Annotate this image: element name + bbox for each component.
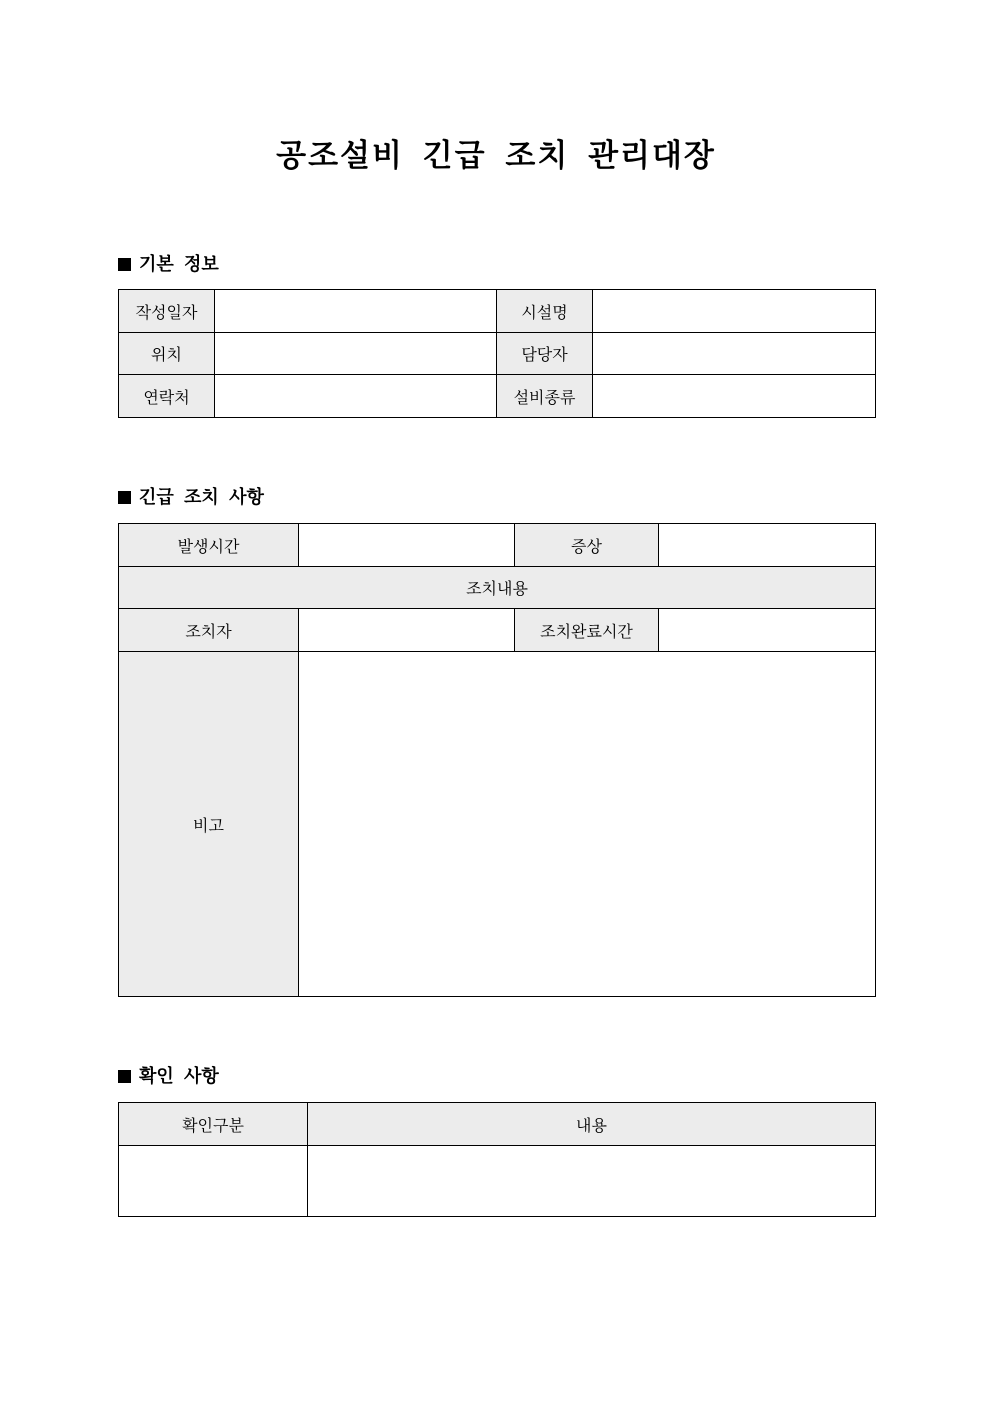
emergency-heading xyxy=(118,486,264,510)
table-row xyxy=(119,375,876,418)
equipment-type-label: 설비종류 xyxy=(497,375,593,418)
manager-field[interactable] xyxy=(593,333,876,375)
operator-field[interactable] xyxy=(299,609,515,652)
basic-info-heading-text: 기본 정보 xyxy=(139,254,219,275)
action-content-label: 조치내용 xyxy=(119,567,876,609)
written-date-field[interactable] xyxy=(215,290,497,333)
square-bullet-icon xyxy=(118,1070,131,1083)
contact-field[interactable] xyxy=(215,375,497,418)
confirmation-table xyxy=(118,1102,876,1217)
table-row xyxy=(119,1103,876,1146)
table-row xyxy=(119,652,876,997)
basic-info-heading xyxy=(118,253,219,277)
table-row xyxy=(119,609,876,652)
emergency-table xyxy=(118,523,876,997)
confirmation-heading xyxy=(118,1065,219,1089)
symptom-label: 증상 xyxy=(515,524,659,567)
confirmation-category-field[interactable] xyxy=(119,1146,308,1217)
emergency-heading-text: 긴급 조치 사항 xyxy=(139,487,264,508)
symptom-field[interactable] xyxy=(659,524,876,567)
confirmation-heading-text: 확인 사항 xyxy=(139,1066,219,1087)
operator-label: 조치자 xyxy=(119,609,299,652)
facility-name-field[interactable] xyxy=(593,290,876,333)
confirmation-category-label: 확인구분 xyxy=(119,1103,308,1146)
occurrence-time-field[interactable] xyxy=(299,524,515,567)
table-row xyxy=(119,524,876,567)
written-date-label: 작성일자 xyxy=(119,290,215,333)
square-bullet-icon xyxy=(118,258,131,271)
location-label: 위치 xyxy=(119,333,215,375)
square-bullet-icon xyxy=(118,491,131,504)
completion-time-label: 조치완료시간 xyxy=(515,609,659,652)
equipment-type-field[interactable] xyxy=(593,375,876,418)
remarks-field[interactable] xyxy=(299,652,876,997)
location-field[interactable] xyxy=(215,333,497,375)
table-row xyxy=(119,290,876,333)
table-row xyxy=(119,333,876,375)
page-title: 공조설비 긴급 조치 관리대장 xyxy=(276,138,716,174)
table-row xyxy=(119,567,876,609)
facility-name-label: 시설명 xyxy=(497,290,593,333)
table-row xyxy=(119,1146,876,1217)
confirmation-content-label: 내용 xyxy=(308,1103,876,1146)
occurrence-time-label: 발생시간 xyxy=(119,524,299,567)
remarks-label: 비고 xyxy=(119,652,299,997)
contact-label: 연락처 xyxy=(119,375,215,418)
manager-label: 담당자 xyxy=(497,333,593,375)
basic-info-table xyxy=(118,289,876,418)
completion-time-field[interactable] xyxy=(659,609,876,652)
confirmation-content-field[interactable] xyxy=(308,1146,876,1217)
